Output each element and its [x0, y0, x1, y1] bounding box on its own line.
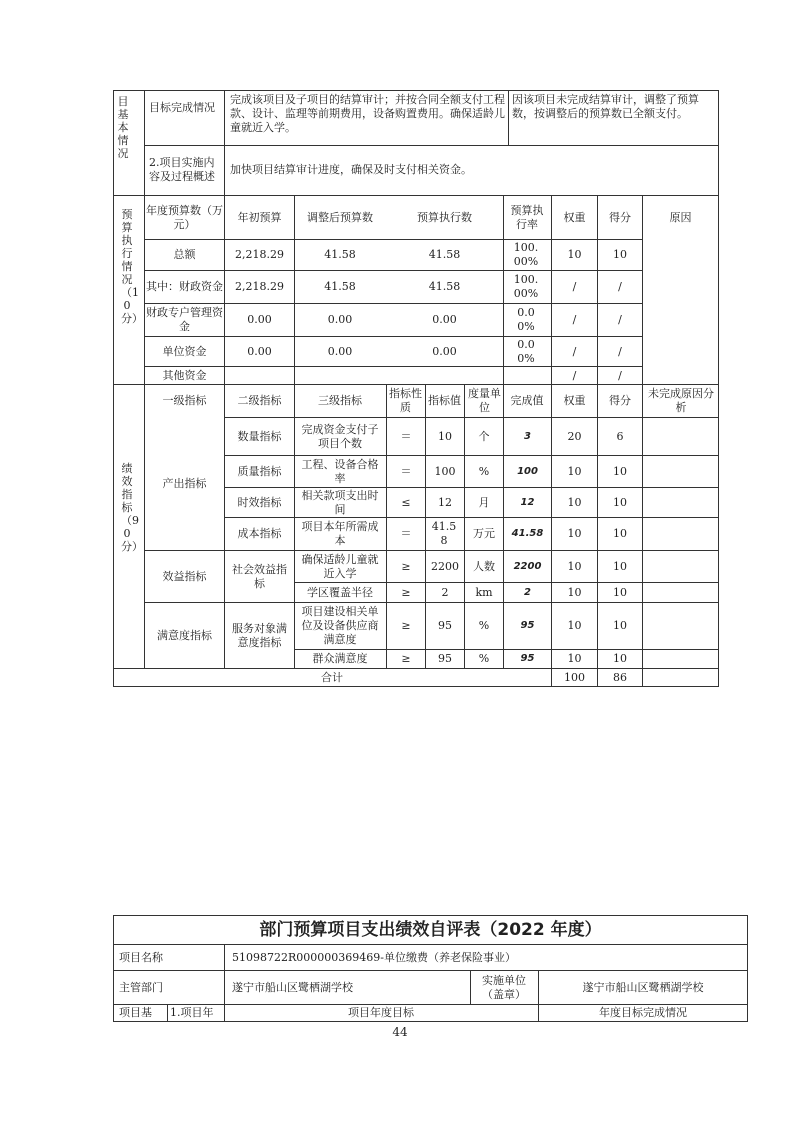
perf-row-name: 项目建设相关单位及设备供应商满意度	[301, 605, 379, 646]
budget-row-rate: 100.00%	[513, 241, 539, 268]
impl-unit-label: 实施单位（盖章）	[482, 973, 526, 1001]
perf-row-score: 10	[613, 495, 627, 509]
budget-row-adjusted: 41.58	[324, 248, 356, 261]
perf-header-value: 指标值	[428, 394, 461, 407]
perf-row-value: 10	[438, 429, 452, 443]
perf-row-done: 95	[520, 620, 535, 631]
perf-row-score: 10	[613, 619, 627, 632]
level1-output: 产出指标	[162, 477, 207, 490]
perf-row-nature: ＝	[400, 464, 412, 478]
perf-row-unit: 万元	[473, 527, 495, 540]
perf-row-name: 群众满意度	[312, 652, 368, 665]
year-result: 年度目标完成情况	[599, 1006, 687, 1019]
budget-row-executed: 41.58	[428, 280, 461, 293]
perf-row-weight: 10	[567, 585, 582, 599]
budget-row-weight: 10	[567, 248, 582, 261]
impl-label: 2.项目实施内容及过程概述	[149, 156, 215, 183]
level2-service: 服务对象满意度指标	[232, 621, 287, 649]
perf-row-done: 3	[524, 430, 531, 442]
budget-row-weight: /	[572, 344, 577, 358]
budget-row-executed: 41.58	[428, 248, 461, 261]
level1-benefit: 效益指标	[162, 569, 207, 583]
target-year-label: 1.项目年	[170, 1006, 214, 1019]
level2-timeliness: 时效指标	[237, 495, 282, 509]
budget-row-label: 总额	[173, 248, 196, 261]
budget-row-executed: 0.00	[432, 344, 457, 358]
perf-row-done: 95	[520, 653, 535, 664]
perf-row-weight: 10	[567, 652, 582, 665]
perf-row-value: 2200	[431, 559, 459, 573]
perf-row-value: 12	[438, 495, 452, 509]
budget-header-initial: 年初预算	[237, 210, 282, 224]
perf-row-nature: ＝	[400, 429, 412, 443]
budget-row-score: /	[618, 368, 622, 382]
perf-header-weight: 权重	[563, 394, 586, 407]
perf-header-level1: 一级指标	[162, 394, 207, 407]
perf-header-reason: 未完成原因分析	[648, 387, 714, 414]
perf-header-nature: 指标性质	[389, 387, 422, 414]
budget-row-weight: /	[572, 280, 577, 293]
budget-header-reason: 原因	[669, 210, 692, 224]
perf-row-name: 完成资金支付子项目个数	[301, 422, 379, 450]
project-name: 51098722R000000369469-单位缴费（养老保险事业）	[232, 950, 516, 964]
perf-row-unit: %	[478, 464, 490, 478]
budget-side-label: 预算执行情况（10分）	[121, 208, 143, 325]
perf-row-name: 项目本年所需成本	[301, 520, 379, 547]
perf-row-done: 100	[517, 465, 538, 477]
perf-row-nature: ＝	[400, 527, 412, 540]
project-name-label: 项目名称	[119, 950, 163, 964]
perf-row-unit: 个	[478, 429, 490, 443]
perf-row-score: 10	[613, 652, 627, 665]
perf-row-unit: 人数	[473, 559, 495, 573]
perf-row-nature: ≥	[401, 619, 411, 632]
target-text: 完成该项目及子项目的结算审计；并按合同全额支付工程款、设计、监理等前期费用，设备购置费用。确保适龄儿童就近入学。	[230, 93, 505, 134]
budget-row-weight: /	[572, 368, 577, 382]
perf-row-value: 95	[438, 652, 452, 665]
perf-row-score: 10	[613, 527, 627, 540]
level2-cost: 成本指标	[237, 527, 282, 540]
level2-quality: 质量指标	[237, 464, 282, 478]
budget-row-label: 财政专户管理资金	[146, 306, 223, 333]
perf-row-weight: 10	[567, 527, 582, 540]
total-score: 86	[613, 670, 627, 684]
perf-row-name: 工程、设备合格率	[301, 457, 379, 485]
perf-row-unit: km	[475, 585, 493, 599]
perf-row-nature: ≥	[401, 559, 411, 573]
perf-row-name: 学区覆盖半径	[307, 585, 373, 599]
perf-row-done: 41.58	[511, 528, 544, 539]
perf-header-done: 完成值	[510, 394, 544, 407]
budget-header-score: 得分	[609, 210, 631, 224]
budget-header-year: 年度预算数（万元）	[146, 203, 223, 231]
level2-quantity: 数量指标	[237, 429, 282, 443]
perf-row-unit: %	[478, 652, 490, 665]
perf-row-score: 6	[616, 429, 624, 443]
budget-row-score: /	[618, 313, 622, 326]
perf-row-score: 10	[613, 559, 627, 573]
budget-row-label: 单位资金	[162, 344, 207, 358]
level1-satisfaction: 满意度指标	[157, 628, 212, 642]
budget-row-rate: 0.00%	[517, 337, 535, 365]
perf-row-nature: ≤	[401, 495, 411, 509]
perf-row-done: 2	[524, 586, 531, 598]
budget-row-initial: 0.00	[247, 344, 272, 358]
perf-row-weight: 10	[567, 495, 582, 509]
dept-label: 主管部门	[119, 980, 163, 994]
impl-unit: 遂宁市船山区鹭栖湖学校	[582, 980, 704, 994]
budget-row-label: 其中：财政资金	[146, 280, 223, 293]
perf-row-weight: 10	[567, 464, 582, 478]
budget-row-weight: /	[572, 313, 577, 326]
perf-row-weight: 20	[567, 429, 582, 443]
perf-row-weight: 10	[567, 559, 582, 573]
page-number: 44	[392, 1025, 408, 1039]
budget-row-score: 10	[613, 248, 627, 261]
perf-header-level2: 二级指标	[237, 394, 282, 407]
year-target: 项目年度目标	[348, 1006, 414, 1019]
basic-side-label: 目基本情况	[117, 95, 129, 160]
perf-row-name: 相关款项支出时间	[301, 488, 379, 516]
budget-header-executed: 预算执行数	[417, 210, 472, 224]
budget-row-rate: 100.00%	[513, 273, 539, 300]
budget-row-rate: 0.00%	[517, 306, 535, 333]
impl-text: 加快项目结算审计进度，确保及时支付相关资金。	[230, 163, 472, 176]
dept: 遂宁市船山区鹭栖湖学校	[232, 980, 353, 994]
level2-social: 社会效益指标	[232, 562, 287, 590]
budget-row-initial: 2,218.29	[235, 248, 284, 261]
budget-row-adjusted: 41.58	[324, 280, 356, 293]
budget-header-weight: 权重	[563, 210, 586, 224]
perf-row-value: 95	[438, 619, 452, 632]
budget-row-adjusted: 0.00	[327, 344, 353, 358]
result-text: 因该项目未完成结算审计，调整了预算数，按调整后的预算数已全额支付。	[512, 93, 699, 120]
total-label: 合计	[321, 670, 343, 684]
perf-row-score: 10	[613, 585, 627, 599]
perf-header-score: 得分	[609, 394, 631, 407]
perf-header-level3: 三级指标	[318, 394, 362, 407]
second-title: 部门预算项目支出绩效自评表（2022 年度）	[259, 920, 602, 940]
target-label: 目标完成情况	[149, 101, 215, 114]
budget-row-score: /	[618, 344, 622, 358]
perf-row-unit: 月	[478, 495, 490, 509]
perf-row-nature: ≥	[401, 585, 411, 599]
budget-header-adjusted: 调整后预算数	[307, 210, 373, 224]
perf-row-score: 10	[613, 464, 627, 478]
perf-row-unit: %	[478, 619, 490, 632]
budget-row-score: /	[618, 280, 622, 293]
budget-header-rate: 预算执行率	[510, 203, 544, 231]
perf-row-value: 2	[441, 585, 449, 599]
perf-row-value: 100	[434, 464, 456, 478]
basic-label: 项目基	[119, 1006, 152, 1019]
perf-row-done: 12	[520, 496, 535, 508]
budget-row-adjusted: 0.00	[327, 313, 353, 326]
budget-row-initial: 2,218.29	[235, 280, 284, 293]
perf-row-nature: ≥	[401, 652, 411, 665]
budget-row-initial: 0.00	[247, 313, 272, 326]
perf-row-done: 2200	[513, 560, 542, 572]
budget-row-label: 其他资金	[162, 368, 207, 382]
perf-row-weight: 10	[567, 619, 582, 632]
total-weight: 100	[564, 670, 585, 684]
perf-row-name: 确保适龄儿童就近入学	[301, 552, 379, 580]
budget-row-executed: 0.00	[432, 313, 457, 326]
perf-row-value: 41.58	[431, 520, 457, 547]
perf-header-unit: 度量单位	[468, 387, 501, 414]
perf-side-label: 绩效指标（90分）	[121, 462, 143, 553]
